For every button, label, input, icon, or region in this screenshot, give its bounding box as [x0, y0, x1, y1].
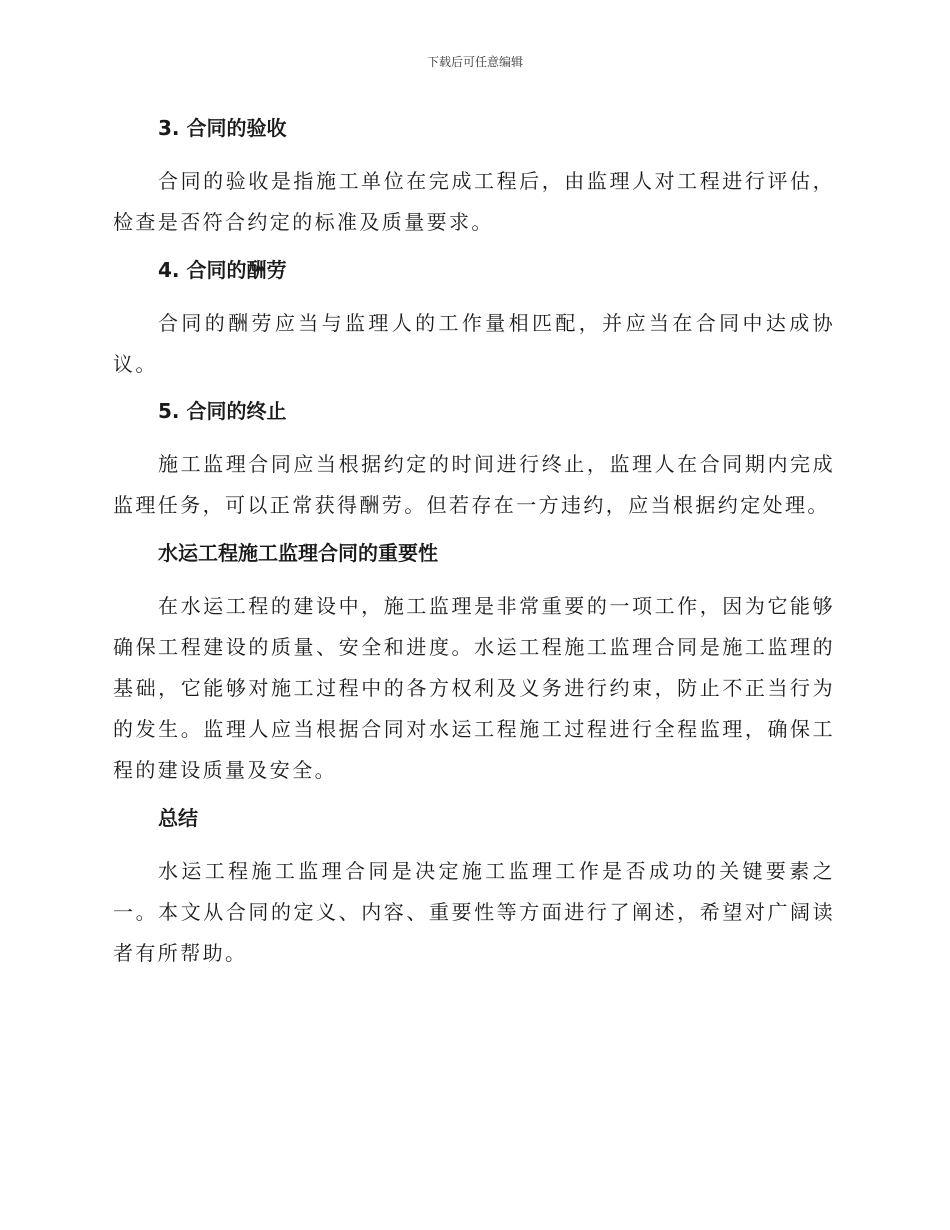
- section-paragraph-remuneration: 合同的酬劳应当与监理人的工作量相匹配，并应当在合同中达成协议。: [113, 311, 835, 376]
- section-paragraph-importance: 在水运工程的建设中，施工监理是非常重要的一项工作，因为它能够确保工程建设的质量、安全和进度。水运工程施工监理合同是施工监理的基础，它能够对施工过程中的各方权利及义务进行约束，防止不正当行为的发生。监理人应当根据合同对水运工程施工过程进行全程监理，确保工程的建设质量及安全。: [113, 594, 835, 782]
- section-paragraph-acceptance: 合同的验收是指施工单位在完成工程后，由监理人对工程进行评估，检查是否符合约定的标准及质量要求。: [113, 169, 835, 234]
- section-heading-acceptance: 3. 合同的验收: [158, 116, 287, 140]
- section-paragraph-termination: 施工监理合同应当根据约定的时间进行终止，监理人在合同期内完成监理任务，可以正常获得酬劳。但若存在一方违约，应当根据约定处理。: [113, 452, 835, 517]
- section-paragraph-summary: 水运工程施工监理合同是决定施工监理工作是否成功的关键要素之一。本文从合同的定义、内容、重要性等方面进行了阐述，希望对广阔读者有所帮助。: [113, 859, 835, 965]
- section-heading-remuneration: 4. 合同的酬劳: [158, 258, 287, 282]
- section-heading-summary: 总结: [158, 806, 198, 830]
- document-body: [113, 110, 835, 974]
- section-heading-importance: 水运工程施工监理合同的重要性: [158, 541, 438, 565]
- section-heading-termination: 5. 合同的终止: [158, 399, 287, 423]
- page-header: 下载后可任意编辑: [426, 55, 523, 69]
